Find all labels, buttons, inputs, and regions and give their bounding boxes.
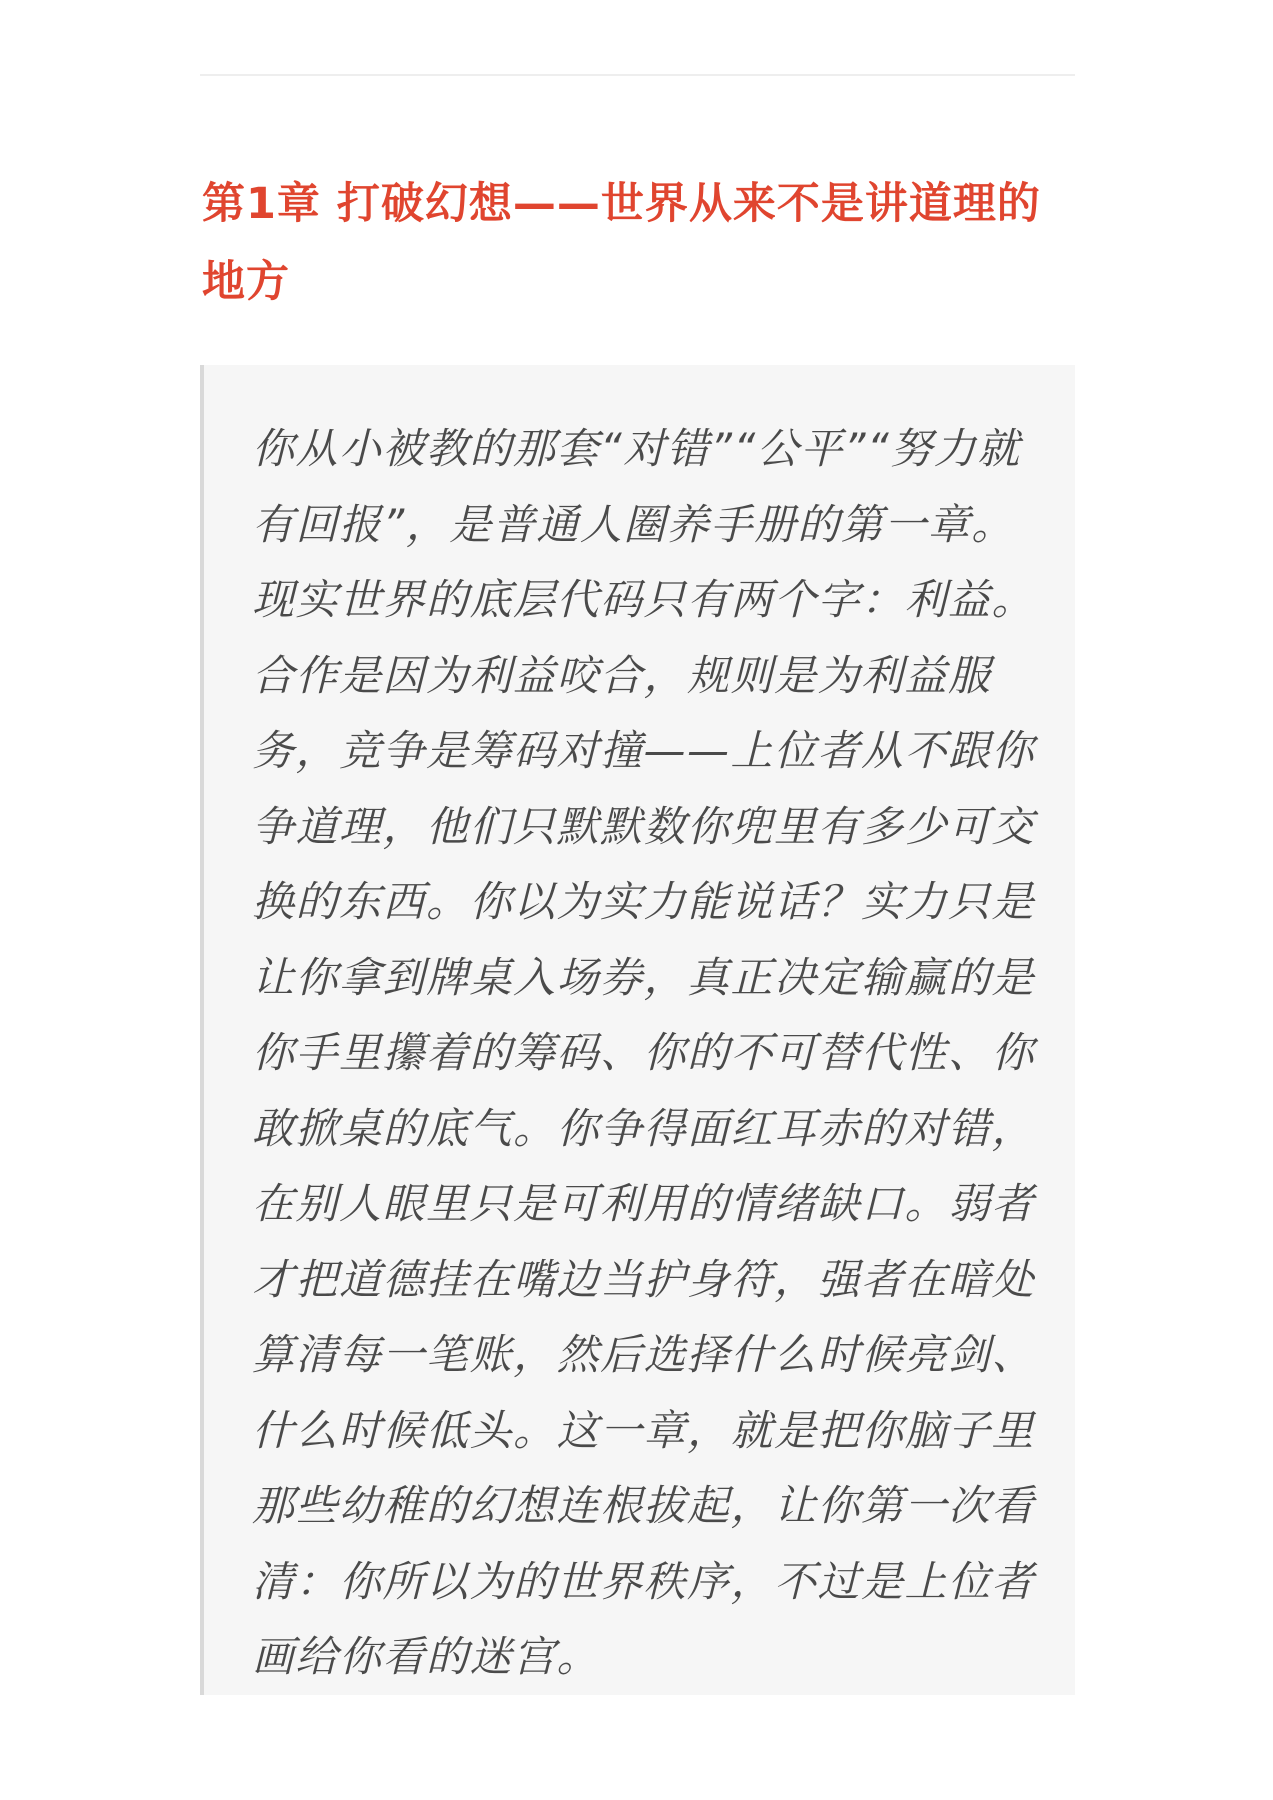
top-divider — [200, 74, 1075, 76]
quote-text: 你从小被教的那套“对错”“公平”“努力就有回报”，是普通人圈养手册的第一章。现实世界的底层代码只有两个字：利益。合作是因为利益咬合，规则是为利益服务，竞争是筹码对撞——上位者从不跟你争道理，他们只默默数你兜里有多少可交换的东西。你以为实力能说话？实力只是让你拿到牌桌入场券，真正决定输赢的是你手里攥着的筹码、你的不可替代性、你敢掀桌的底气。你争得面红耳赤的对错，在别人眼里只是可利用的情绪缺口。弱者才把道德挂在嘴边当护身符，强者在暗处算清每一笔账，然后选择什么时候亮剑、什么时候低头。这一章，就是把你脑子里那些幼稚的幻想连根拔起，让你第一次看清：你所以为的世界秩序，不过是上位者画给你看的迷宫。 — [252, 424, 1036, 1681]
chapter-summary-quote — [200, 365, 1075, 1695]
chapter-title: 第1章 打破幻想——世界从来不是讲道理的地方 — [202, 179, 1041, 307]
